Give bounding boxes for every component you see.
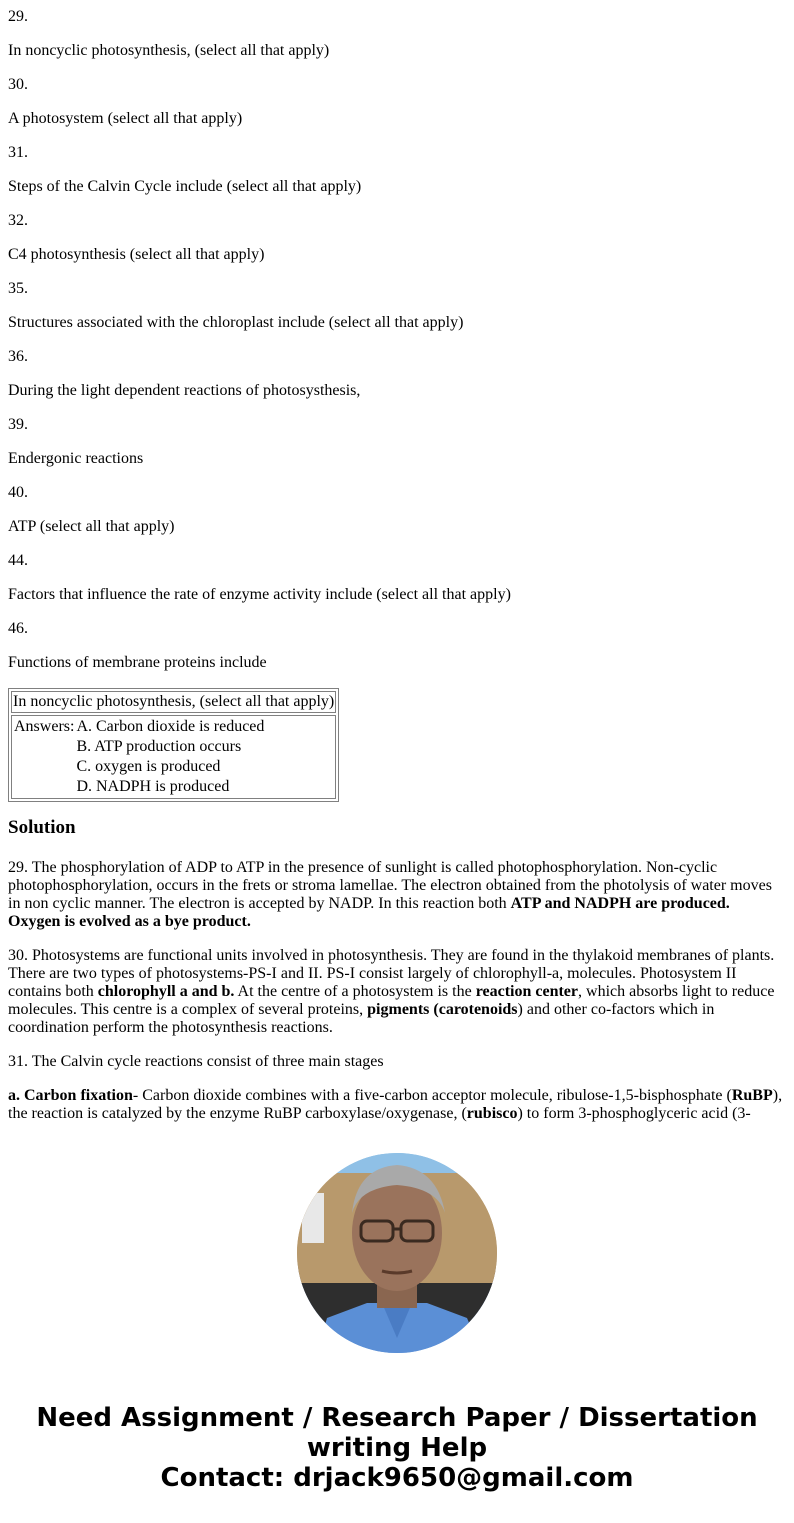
answer-option: D. NADPH is produced — [76, 778, 230, 795]
question-table-answers — [11, 715, 336, 799]
question-number: 30. — [8, 76, 28, 93]
solution-bold-text: reaction center — [475, 983, 579, 1000]
question-text: Functions of membrane proteins include — [8, 654, 267, 671]
question-text: Endergonic reactions — [8, 450, 144, 467]
question-number: 46. — [8, 620, 28, 637]
question-table-header: In noncyclic photosynthesis, (select all that apply) — [11, 691, 336, 713]
question-text: A photosystem (select all that apply) — [8, 110, 243, 127]
answer-option: B. ATP production occurs — [76, 738, 242, 755]
question-text: C4 photosynthesis (select all that apply) — [8, 246, 265, 263]
question-number: 36. — [8, 348, 28, 365]
contact-banner-email: Contact: drjack9650@gmail.com — [160, 1463, 634, 1493]
solution-text: - Carbon dioxide combines with a five-carbon acceptor molecule, ribulose-1,5-bisphosphate ( — [132, 1087, 732, 1104]
solution-heading: Solution — [8, 817, 76, 838]
question-number: 39. — [8, 416, 28, 433]
question-number: 29. — [8, 8, 28, 25]
solution-text: At the centre of a photosystem is the — [234, 983, 476, 1000]
question-text: In noncyclic photosynthesis, (select all that apply) — [8, 42, 330, 59]
solution-text: , which absorbs light to reduce molecules. This centre is a complex of several proteins, — [8, 983, 775, 1018]
question-text: ATP (select all that apply) — [8, 518, 175, 535]
question-text: Steps of the Calvin Cycle include (select all that apply) — [8, 178, 362, 195]
question-number: 40. — [8, 484, 28, 501]
question-text: Factors that influence the rate of enzyme activity include (select all that apply) — [8, 586, 511, 603]
solution-bold-text: rubisco — [466, 1105, 518, 1122]
solution-paragraph-31a — [8, 1087, 786, 1123]
solution-text: 30. Photosystems are functional units involved in photosynthesis. They are found in the thylakoid membranes of plants. There are two types of photosystems-PS-I and II. PS-I consist largely of chlorophyll-a, molecules. Photosystem II contains both — [8, 947, 775, 1000]
answers-label: Answers: — [14, 718, 75, 735]
person-photo-icon — [297, 1153, 497, 1353]
question-text: During the light dependent reactions of photosysthesis, — [8, 382, 361, 399]
question-number: 31. — [8, 144, 28, 161]
solution-paragraph-29 — [8, 859, 786, 931]
solution-bold-text: ATP and NADPH are produced. Oxygen is evolved as a bye product. — [8, 895, 730, 930]
answer-option: C. oxygen is produced — [76, 758, 221, 775]
solution-bold-text: RuBP — [731, 1087, 773, 1104]
solution-text: ) to form 3-phosphoglyceric acid (3- — [517, 1105, 751, 1122]
solution-text: 29. The phosphorylation of ADP to ATP in the presence of sunlight is called photophosphorylation. Non-cyclic photophosphorylation, occurs in the frets or stroma lamellae. The electron obtained from the photolysis of water moves in non cyclic manner. The electron is accepted by NADP. In this reaction both — [8, 859, 772, 912]
question-number: 44. — [8, 552, 28, 569]
solution-text: ), the reaction is catalyzed by the enzyme RuBP carboxylase/oxygenase, ( — [8, 1087, 783, 1122]
solution-bold-text: chlorophyll a and b. — [97, 983, 235, 1000]
question-number: 32. — [8, 212, 28, 229]
solution-paragraph-31: 31. The Calvin cycle reactions consist of three main stages — [8, 1053, 384, 1070]
answer-option: A. Carbon dioxide is reduced — [76, 718, 265, 735]
contact-banner-headline: Need Assignment / Research Paper / Dissertation writing Help — [36, 1403, 758, 1463]
solution-text: ) and other co-factors which in coordination perform the photosynthesis reactions. — [8, 1001, 715, 1036]
solution-bold-text: a. Carbon fixation — [8, 1087, 133, 1104]
tutor-avatar — [297, 1153, 497, 1353]
question-number: 35. — [8, 280, 28, 297]
solution-paragraph-30 — [8, 947, 786, 1037]
question-text: Structures associated with the chloroplast include (select all that apply) — [8, 314, 464, 331]
answers-table — [13, 717, 265, 797]
contact-banner — [0, 1403, 794, 1493]
question-table — [8, 688, 339, 802]
solution-bold-text: pigments (carotenoids — [367, 1001, 518, 1018]
